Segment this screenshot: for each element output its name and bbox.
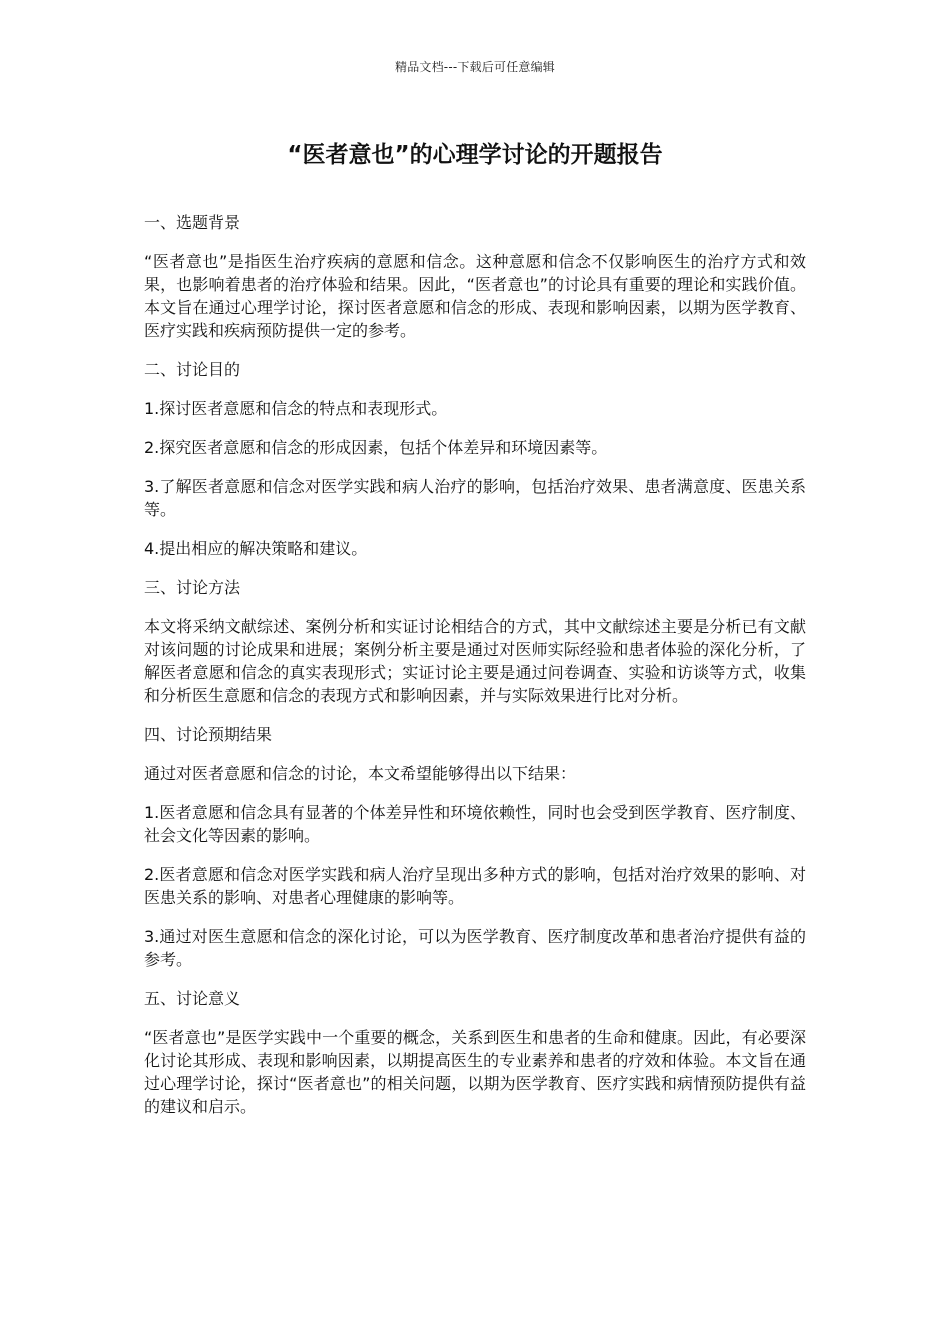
section-heading-background: 一、选题背景 (144, 213, 241, 232)
section-heading-expected-results: 四、讨论预期结果 (144, 725, 273, 744)
purpose-item-3: 3.了解医者意愿和信念对医学实践和病人治疗的影响，包括治疗效果、患者满意度、医患关系等。 (144, 477, 806, 519)
section-heading-purpose: 二、讨论目的 (144, 360, 241, 379)
header-note: 精品文档---下载后可任意编辑 (395, 60, 555, 74)
section-heading-significance: 五、讨论意义 (144, 989, 241, 1008)
paragraph-method: 本文将采纳文献综述、案例分析和实证讨论相结合的方式，其中文献综述主要是分析已有文献对该问题的讨论成果和进展；案例分析主要是通过对医师实际经验和患者体验的深化分析，了解医者意愿和信念的真实表现形式；实证讨论主要是通过问卷调查、实验和访谈等方式，收集和分析医生意愿和信念的表现方式和影响因素，并与实际效果进行比对分析。 (144, 617, 806, 705)
paragraph-expected-intro: 通过对医者意愿和信念的讨论，本文希望能够得出以下结果： (144, 764, 577, 783)
purpose-item-4: 4.提出相应的解决策略和建议。 (144, 539, 368, 558)
document-title: “医者意也”的心理学讨论的开题报告 (287, 142, 663, 168)
expected-item-1: 1.医者意愿和信念具有显著的个体差异性和环境依赖性，同时也会受到医学教育、医疗制度、社会文化等因素的影响。 (144, 803, 806, 845)
paragraph-significance: “医者意也”是医学实践中一个重要的概念，关系到医生和患者的生命和健康。因此，有必要深化讨论其形成、表现和影响因素，以期提高医生的专业素养和患者的疗效和体验。本文旨在通过心理学讨论，探讨“医者意也”的相关问题，以期为医学教育、医疗实践和病情预防提供有益的建议和启示。 (144, 1028, 806, 1116)
purpose-item-2: 2.探究医者意愿和信念的形成因素，包括个体差异和环境因素等。 (144, 438, 608, 457)
expected-item-3: 3.通过对医生意愿和信念的深化讨论，可以为医学教育、医疗制度改革和患者治疗提供有益的参考。 (144, 927, 806, 969)
expected-item-2: 2.医者意愿和信念对医学实践和病人治疗呈现出多种方式的影响，包括对治疗效果的影响、对医患关系的影响、对患者心理健康的影响等。 (144, 865, 806, 907)
document-body (144, 211, 806, 1134)
section-heading-method: 三、讨论方法 (144, 578, 241, 597)
paragraph-background: “医者意也”是指医生治疗疾病的意愿和信念。这种意愿和信念不仅影响医生的治疗方式和效果，也影响着患者的治疗体验和结果。因此，“医者意也”的讨论具有重要的理论和实践价值。本文旨在通过心理学讨论，探讨医者意愿和信念的形成、表现和影响因素，以期为医学教育、医疗实践和疾病预防提供一定的参考。 (144, 252, 806, 340)
purpose-item-1: 1.探讨医者意愿和信念的特点和表现形式。 (144, 399, 448, 418)
